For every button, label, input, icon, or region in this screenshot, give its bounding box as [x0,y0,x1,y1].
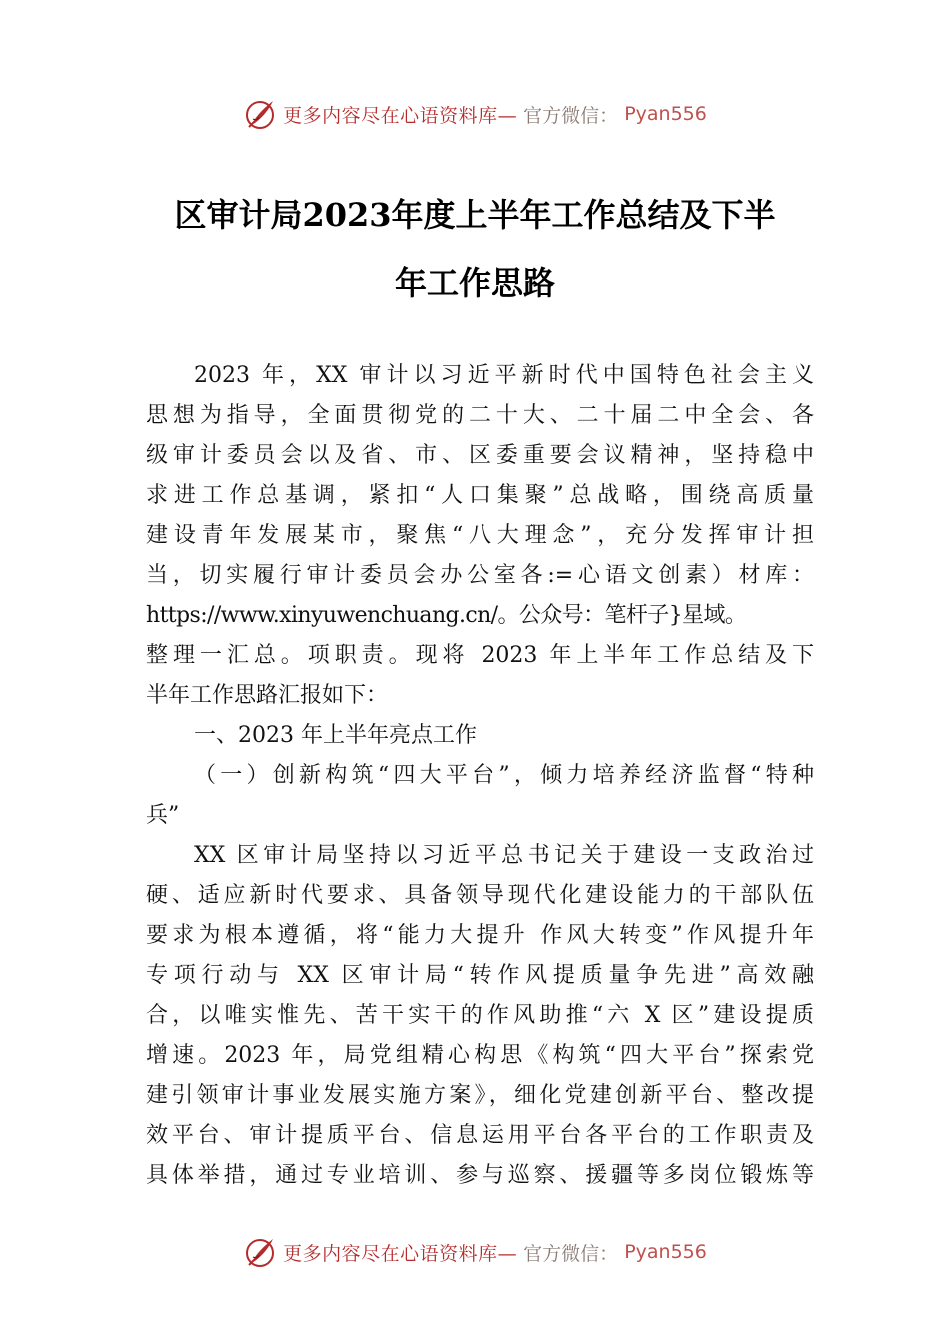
footer-wechat-label: 官方微信： [523,1242,619,1265]
body-line-6: 当，切实履行审计委员会办公室各:=心语文创素）材库： [146,563,814,588]
document-title-line-1: 区审计局2023年度上半年工作总结及下半 [174,196,776,234]
footer-wechat-id: Pyan556 [624,1241,707,1263]
body-line-21: 具体举措，通过专业培训、参与巡察、援疆等多岗位锻炼等 [146,1163,814,1188]
body-line-16: 专项行动与 XX 区审计局“转作风提质量争先进”高效融 [146,963,814,988]
body-line-13: XX 区审计局坚持以习近平总书记关于建设一支政治过 [194,843,814,868]
header-wechat-label: 官方微信： [523,104,619,127]
header-promo-text: 更多内容尽在心语资料库— [283,104,518,127]
document-body [146,356,814,1196]
body-line-3: 级审计委员会以及省、市、区委重要会议精神，坚持稳中 [146,443,814,468]
body-line-2: 思想为指导，全面贯彻党的二十大、二十届二中全会、各 [146,403,814,428]
pen-feather-logo-icon [243,1235,277,1269]
subsection-heading-1-cont: 兵” [146,803,180,828]
body-line-4: 求进工作总基调，紧扣“人口集聚”总战略，围绕高质量 [146,483,814,508]
body-line-18: 增速。2023 年，局党组精心构思《构筑“四大平台”探索党 [146,1043,814,1068]
body-line-8: 整理一汇总。项职责。现将 2023 年上半年工作总结及下 [146,643,814,668]
body-line-1: 2023 年，XX 审计以习近平新时代中国特色社会主义 [194,363,814,388]
subsection-heading-1: （一）创新构筑“四大平台”，倾力培养经济监督“特种 [194,763,814,788]
body-line-7: https://www.xinyuwenchuang.cn/。公众号：笔杆子}星域。 [146,603,747,628]
body-line-9: 半年工作思路汇报如下： [146,683,389,708]
header-wechat-id: Pyan556 [624,103,707,125]
body-line-14: 硬、适应新时代要求、具备领导现代化建设能力的干部队伍 [146,883,814,908]
body-line-17: 合，以唯实惟先、苦干实干的作风助推“六 X 区”建设提质 [146,1003,814,1028]
body-line-20: 效平台、审计提质平台、信息运用平台各平台的工作职责及 [146,1123,814,1148]
footer-promo-text: 更多内容尽在心语资料库— [283,1242,518,1265]
body-line-15: 要求为根本遵循，将“能力大提升 作风大转变”作风提升年 [146,923,814,948]
section-heading-1: 一、2023 年上半年亮点工作 [194,723,477,748]
document-title-line-2: 年工作思路 [394,264,555,302]
header-banner [0,94,950,134]
body-line-5: 建设青年发展某市，聚焦“八大理念”，充分发挥审计担 [146,523,814,548]
footer-banner [0,1232,950,1272]
body-line-19: 建引领审计事业发展实施方案》，细化党建创新平台、整改提 [146,1083,814,1108]
pen-feather-logo-icon [243,97,277,131]
